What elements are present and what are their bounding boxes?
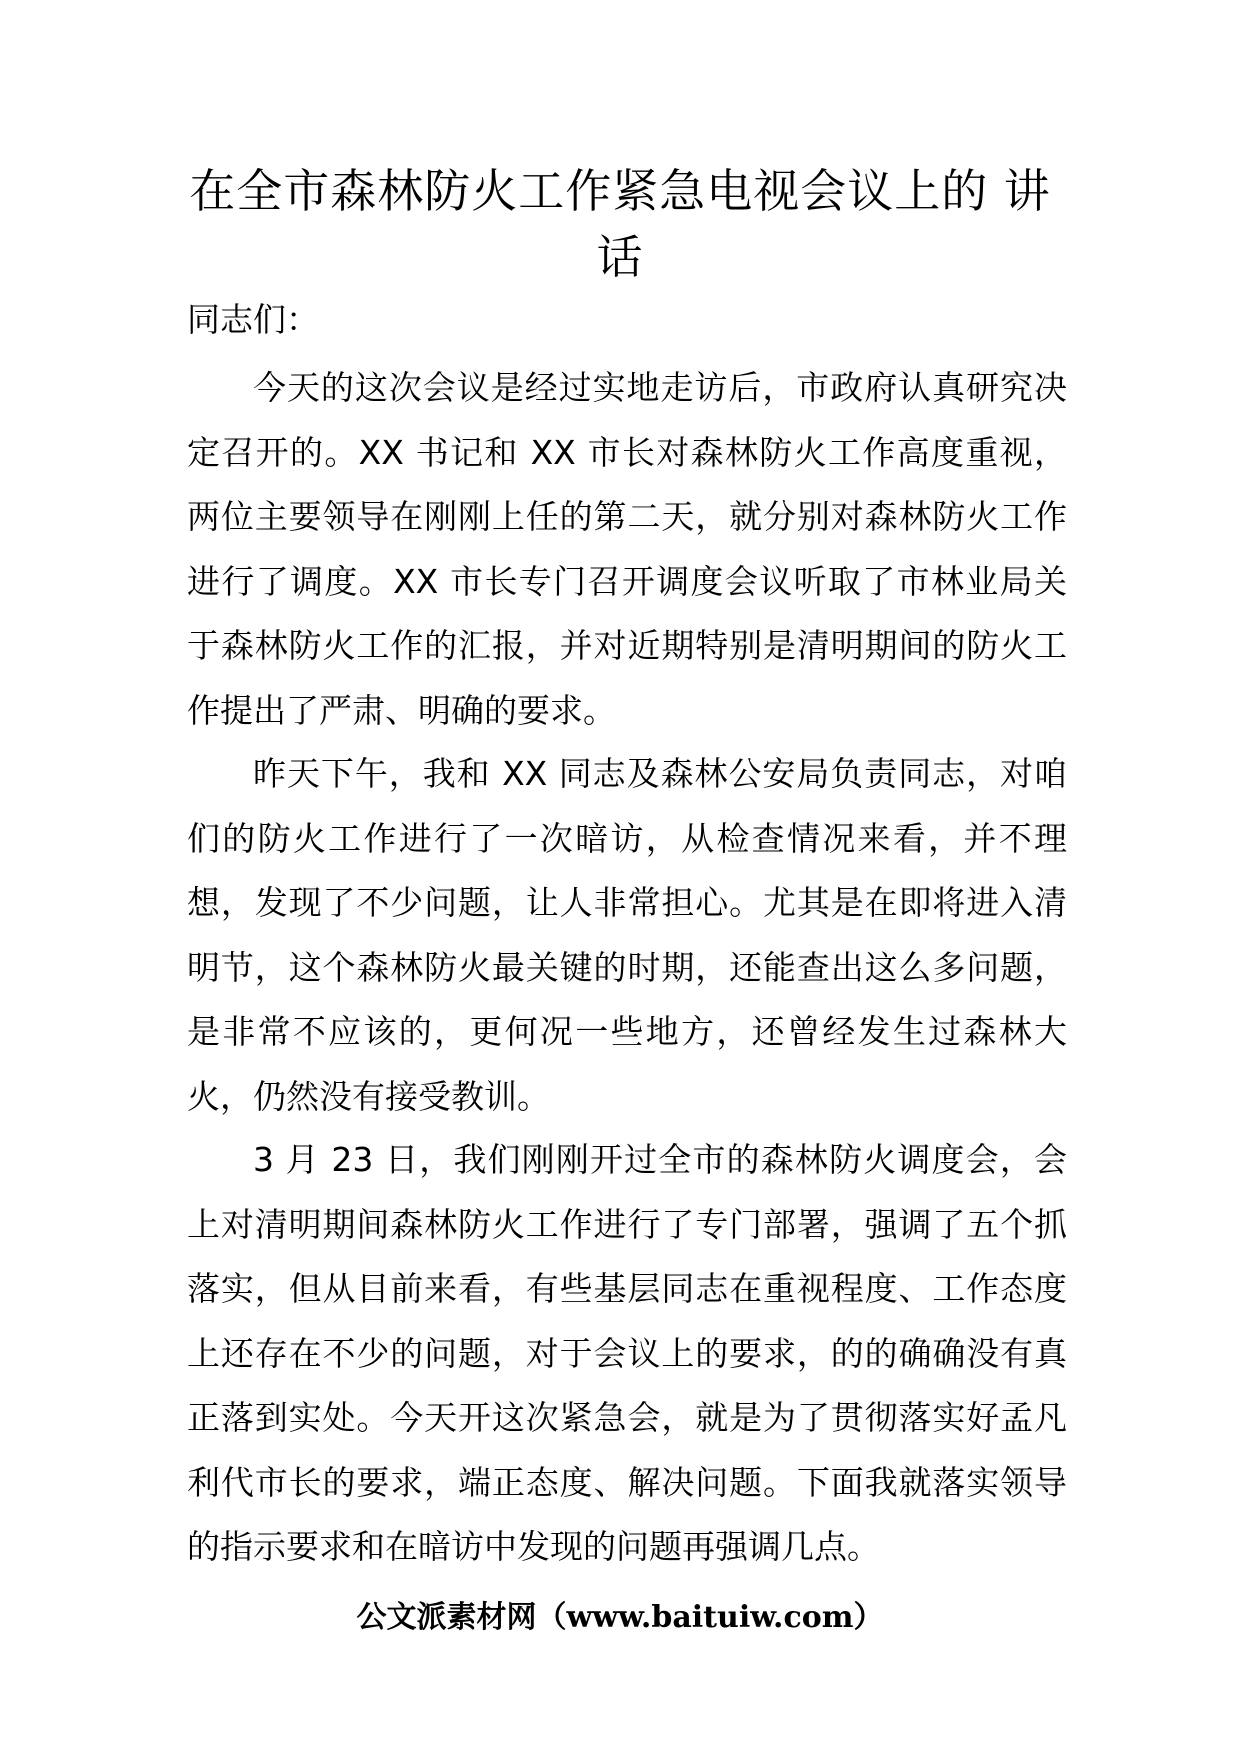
document-title-line-2: 话 — [596, 230, 644, 284]
document-title-line-1: 在全市森林防火工作紧急电视会议上的 讲 — [189, 164, 1051, 218]
paragraph-2: 昨天下午，我和 XX 同志及森林公安局负责同志，对咱们的防火工作进行了一次暗访，从检查情况来看，并不理想，发现了不少问题，让人非常担心。尤其是在即将进入清明节，这个森林防火最关键的时期，还能查出这么多问题，是非常不应该的，更何况一些地方，还曾经发生过森林大火，仍然没有接受教训。 — [187, 754, 1067, 1116]
paragraph-1: 今天的这次会议是经过实地走访后，市政府认真研究决定召开的。XX 书记和 XX 市长对森林防火工作高度重视，两位主要领导在刚刚上任的第二天，就分别对森林防火工作进行了调度。XX 市长专门召开调度会议听取了市林业局关于森林防火工作的汇报，并对近期特别是清明期间的防火工作提出了严肃、明确的要求。 — [187, 368, 1067, 730]
salutation: 同志们： — [187, 300, 319, 339]
paragraph-3: 3 月 23 日，我们刚刚开过全市的森林防火调度会，会上对清明期间森林防火工作进行了专门部署，强调了五个抓落实，但从目前来看，有些基层同志在重视程度、工作态度上还存在不少的问题，对于会议上的要求，的的确确没有真正落到实处。今天开这次紧急会，就是为了贯彻落实好孟凡利代市长的要求，端正态度、解决问题。下面我就落实领导的指示要求和在暗访中发现的问题再强调几点。 — [187, 1140, 1067, 1566]
footer-watermark: 公文派素材网（www.baituiw.com） — [356, 1600, 884, 1635]
